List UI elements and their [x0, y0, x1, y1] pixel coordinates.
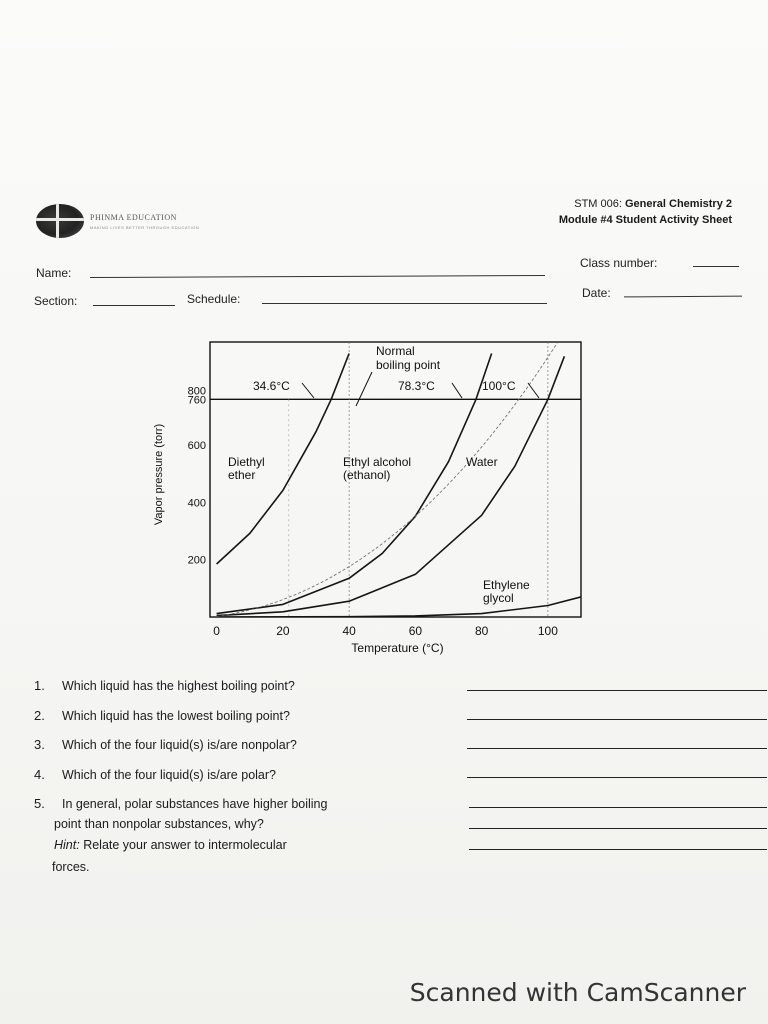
y-tick-600: 600	[187, 440, 206, 453]
series-label-1-1: Diethyl	[228, 455, 265, 469]
date-label: Date:	[582, 286, 611, 300]
bp-label-2: 78.3°C	[398, 379, 435, 393]
institution-logo	[36, 204, 199, 238]
answer-line-5b[interactable]	[469, 828, 767, 829]
name-input-line[interactable]	[90, 275, 545, 278]
ref-label-line-2: boiling point	[376, 358, 441, 372]
schedule-input-line[interactable]	[262, 303, 547, 304]
schedule-label: Schedule:	[187, 292, 241, 306]
question-2: 2. Which liquid has the lowest boiling point?	[34, 708, 290, 723]
answer-line-4[interactable]	[467, 777, 767, 778]
vapor-pressure-chart	[150, 336, 600, 662]
question-1: 1. Which liquid has the highest boiling point?	[34, 678, 295, 693]
x-tick-40: 40	[342, 624, 356, 638]
chart-annotations	[228, 344, 539, 605]
ref-label-pointer	[356, 372, 372, 406]
name-label: Name:	[36, 266, 72, 280]
question-3: 3. Which of the four liquid(s) is/are nonpolar?	[34, 737, 297, 752]
ref-label-line-1: Normal	[376, 344, 415, 358]
series-label-2-1: Ethyl alcohol	[343, 455, 412, 469]
date-input-line[interactable]	[624, 296, 742, 298]
y-tick-400: 400	[187, 497, 206, 510]
section-label: Section:	[34, 294, 78, 308]
x-tick-labels	[213, 624, 558, 638]
series-label-1-2: ether	[228, 468, 256, 482]
answer-line-1[interactable]	[467, 690, 767, 691]
bp-label-1: 34.6°C	[253, 379, 290, 393]
question-4: 4. Which of the four liquid(s) is/are polar?	[34, 767, 276, 782]
x-axis-label: Temperature (°C)	[351, 641, 444, 655]
x-tick-80: 80	[474, 624, 489, 638]
question-5-end: forces.	[52, 860, 90, 874]
y-tick-800: 800	[187, 385, 206, 398]
series-line-3	[217, 356, 565, 615]
question-5-continuation: point than nonpolar substances, why?	[54, 817, 264, 831]
module-title: Module #4 Student Activity Sheet	[558, 214, 732, 226]
globe-logo-icon	[36, 204, 84, 238]
course-code: STM 006:	[574, 198, 622, 210]
answer-line-3[interactable]	[467, 748, 767, 749]
x-tick-60: 60	[408, 624, 423, 638]
answer-line-5a[interactable]	[469, 807, 767, 808]
question-5-hint	[54, 838, 287, 852]
x-tick-0: 0	[213, 624, 220, 638]
hint-text: Relate your answer to intermolecular	[83, 838, 287, 852]
bp-pointer-2	[452, 383, 462, 398]
bp-pointer-1	[302, 383, 314, 398]
series-label-2-2: (ethanol)	[343, 468, 391, 482]
x-tick-20: 20	[276, 624, 290, 638]
question-5: 5. In general, polar substances have higher boiling	[34, 796, 328, 811]
y-tick-760: 760	[187, 394, 206, 407]
hint-label: Hint:	[54, 838, 80, 852]
scanner-watermark: Scanned with CamScanner	[409, 978, 746, 1007]
course-name: General Chemistry 2	[625, 198, 732, 210]
y-tick-labels	[188, 385, 206, 566]
series-label-3-1: Water	[466, 455, 498, 469]
logo-text: PHINMA EDUCATION	[90, 212, 177, 222]
x-tick-100: 100	[537, 624, 558, 638]
series-line-4	[217, 597, 581, 617]
course-header	[559, 196, 732, 228]
class-number-input-line[interactable]	[693, 266, 739, 267]
answer-line-5c[interactable]	[469, 849, 767, 850]
bp-pointer-3	[528, 383, 539, 398]
answer-line-2[interactable]	[467, 719, 767, 720]
bp-label-3: 100°C	[482, 379, 516, 393]
logo-subtext: MAKING LIVES BETTER THROUGH EDUCATION	[90, 224, 200, 230]
y-axis-label: Vapor pressure (torr)	[153, 423, 165, 526]
section-input-line[interactable]	[93, 305, 175, 306]
y-tick-200: 200	[187, 554, 206, 567]
class-number-label: Class number:	[580, 256, 658, 270]
series-label-4-2: glycol	[483, 591, 514, 605]
series-label-4-1: Ethylene	[483, 578, 530, 592]
